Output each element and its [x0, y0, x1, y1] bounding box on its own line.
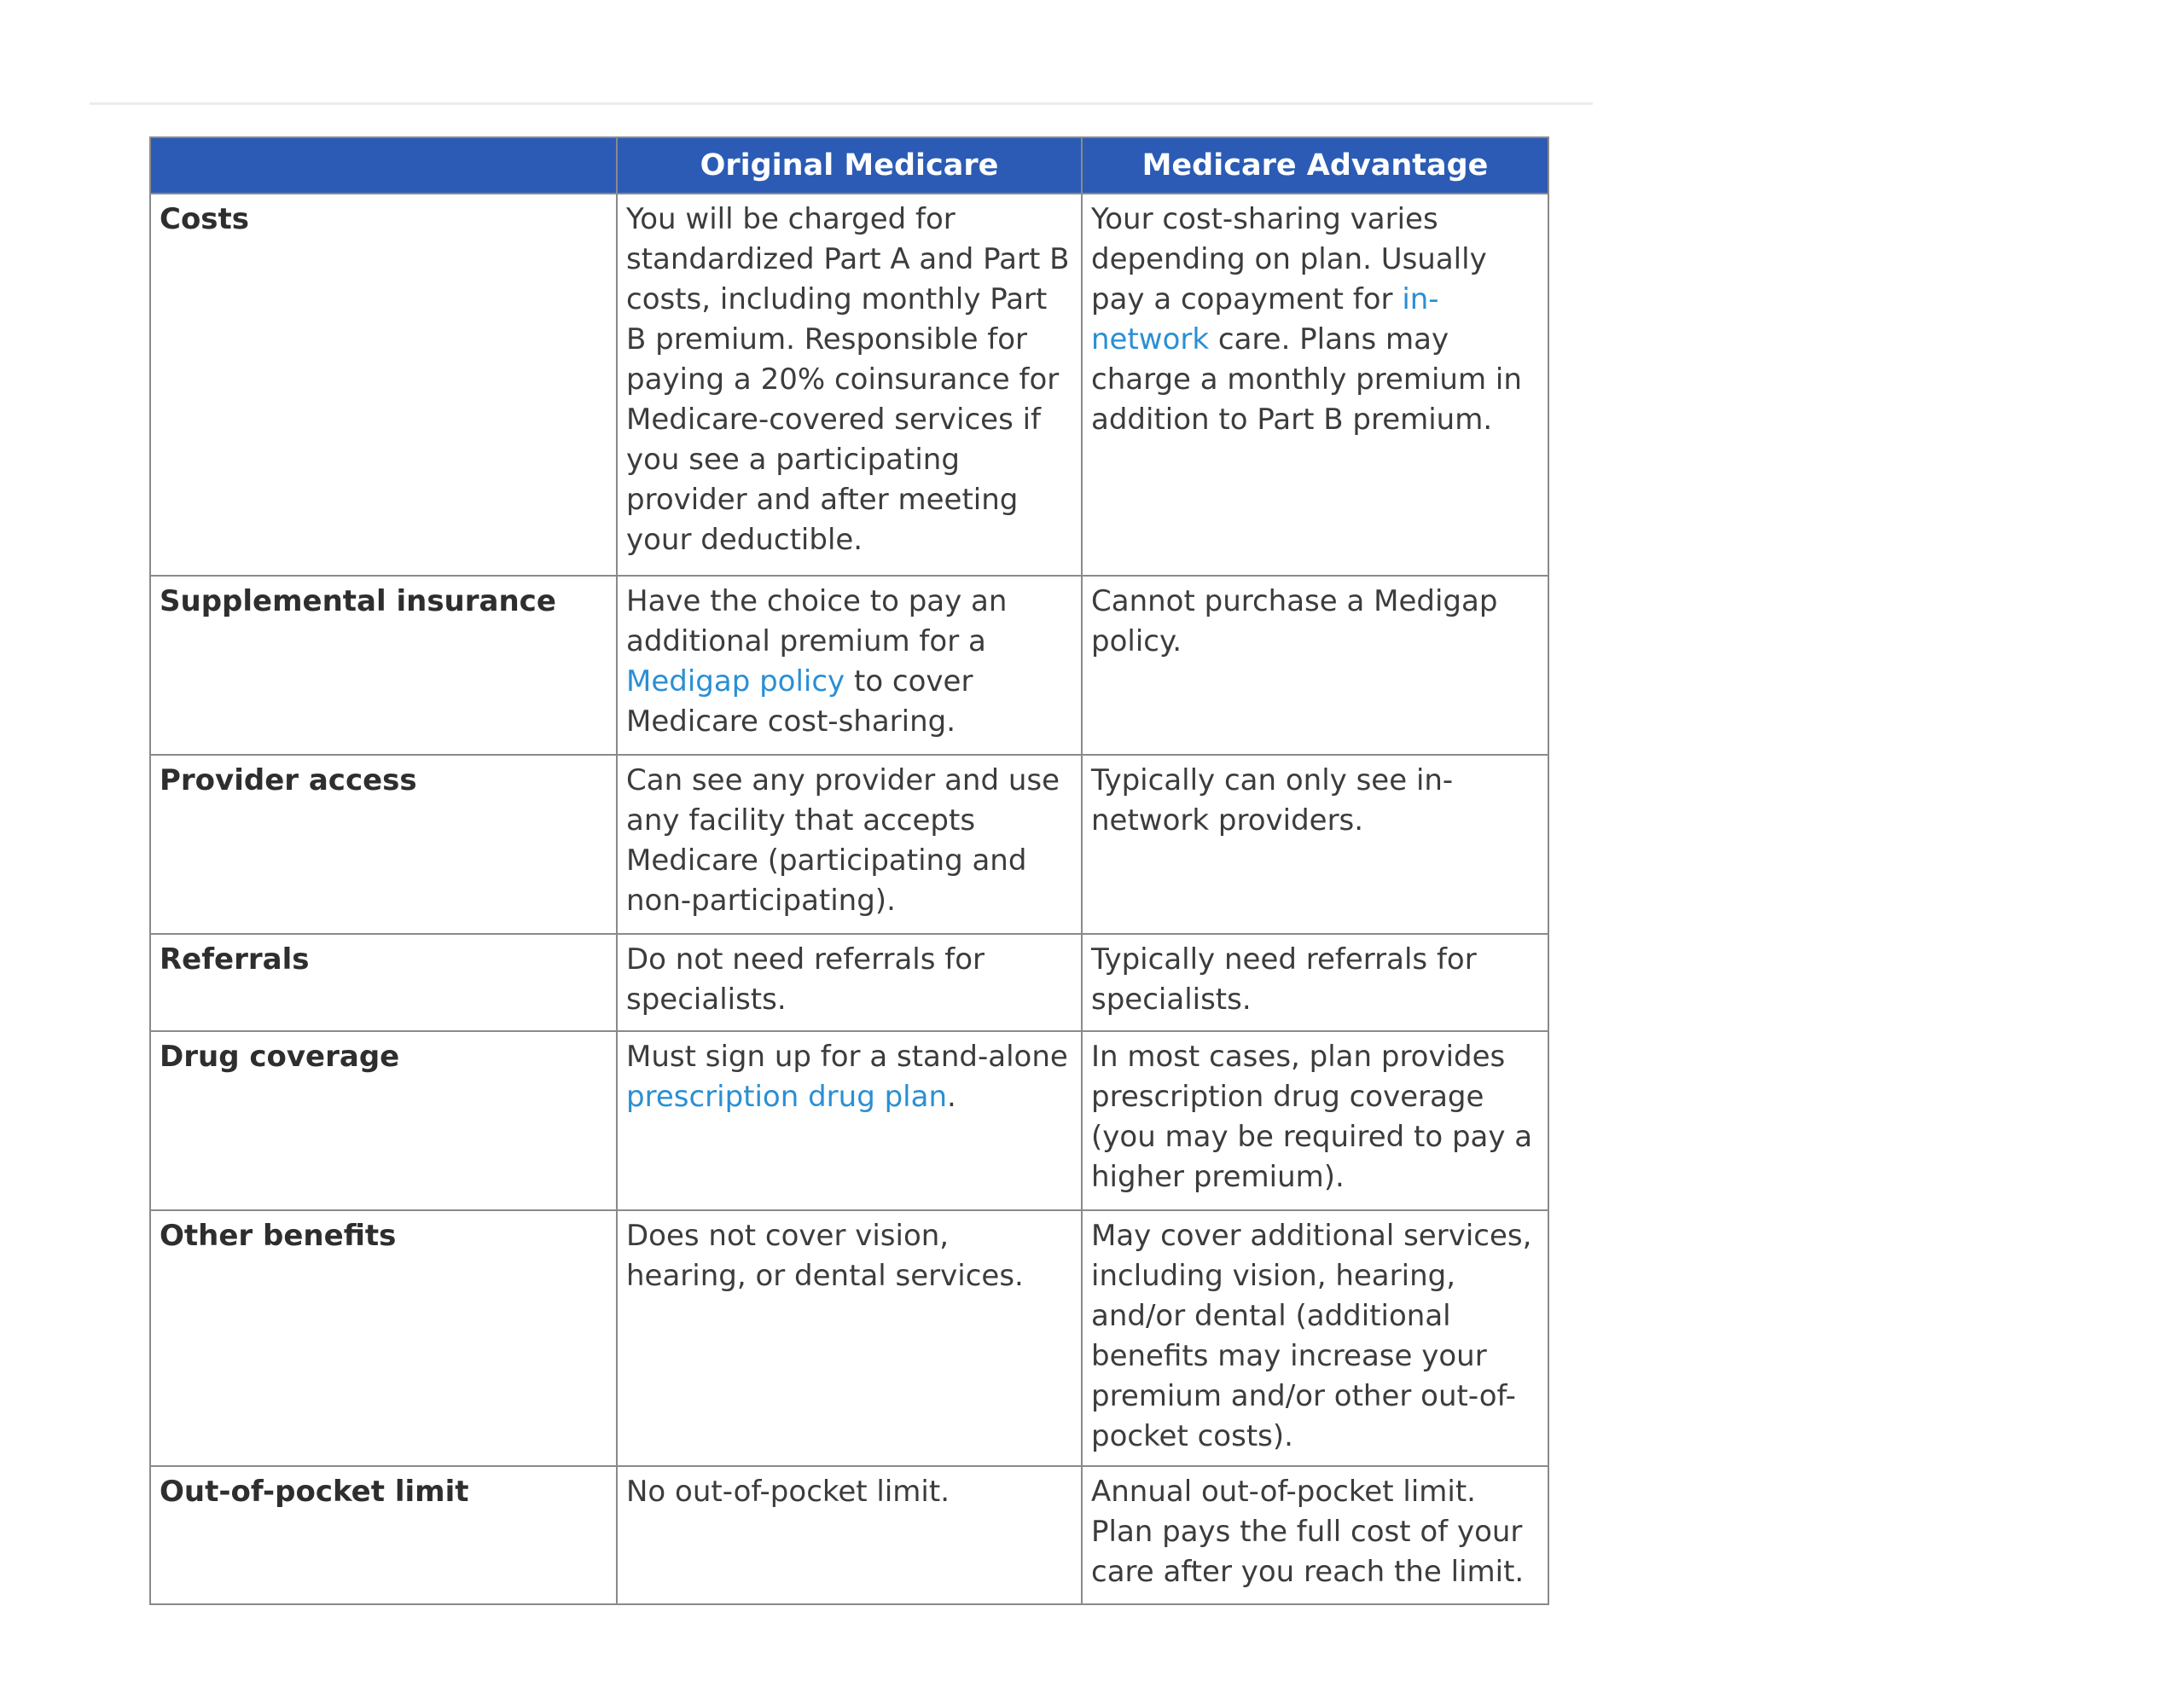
- table-row-drug-coverage: [150, 1031, 1548, 1210]
- table-row-costs: [150, 194, 1548, 576]
- medicare-advantage-costs: [1082, 194, 1548, 576]
- medigap-policy-link[interactable]: Medigap policy: [626, 664, 845, 699]
- medicare-advantage-referrals: Typically need referrals for specialists.: [1082, 934, 1548, 1031]
- row-label-costs: Costs: [150, 194, 617, 576]
- medicare-advantage-supplemental: Cannot purchase a Medigap policy.: [1082, 576, 1548, 755]
- in-network-link[interactable]: in-network: [1091, 282, 1439, 357]
- prescription-drug-plan-link[interactable]: prescription drug plan: [626, 1080, 947, 1114]
- table-row-supplemental-insurance: [150, 576, 1548, 755]
- text-segment: care. Plans may charge a monthly premium in addition to Part B premium.: [1091, 322, 1522, 437]
- text-segment: Have the choice to pay an additional premium for a: [626, 584, 1008, 658]
- table-row-provider-access: [150, 755, 1548, 934]
- original-medicare-drug-coverage: [617, 1031, 1082, 1210]
- row-label-referrals: Referrals: [150, 934, 617, 1031]
- original-medicare-provider-access: Can see any provider and use any facility that accepts Medicare (participating and non-participating).: [617, 755, 1082, 934]
- header-blank-cell: [150, 137, 617, 194]
- table-row-referrals: [150, 934, 1548, 1031]
- medicare-advantage-drug-coverage: In most cases, plan provides prescription drug coverage (you may be required to pay a higher premium).: [1082, 1031, 1548, 1210]
- original-medicare-referrals: Do not need referrals for specialists.: [617, 934, 1082, 1031]
- original-medicare-out-of-pocket: No out-of-pocket limit.: [617, 1466, 1082, 1604]
- medicare-advantage-out-of-pocket: Annual out-of-pocket limit. Plan pays the full cost of your care after you reach the limit.: [1082, 1466, 1548, 1604]
- text-segment: Your cost-sharing varies depending on plan. Usually pay a copayment for: [1091, 202, 1487, 316]
- original-medicare-supplemental: [617, 576, 1082, 755]
- row-label-provider-access: Provider access: [150, 755, 617, 934]
- original-medicare-costs: You will be charged for standardized Part A and Part B costs, including monthly Part B premium. Responsible for paying a 20% coinsurance for Medicare-covered services if you see a participating provider and after meeting your deductible.: [617, 194, 1082, 576]
- original-medicare-other-benefits: Does not cover vision, hearing, or dental services.: [617, 1210, 1082, 1466]
- row-label-drug-coverage: Drug coverage: [150, 1031, 617, 1210]
- table-header-row: [150, 137, 1548, 194]
- text-segment: Must sign up for a stand-alone: [626, 1040, 1068, 1074]
- table-row-other-benefits: [150, 1210, 1548, 1466]
- table-row-out-of-pocket-limit: [150, 1466, 1548, 1604]
- top-divider: [90, 102, 1593, 105]
- header-medicare-advantage: Medicare Advantage: [1082, 137, 1548, 194]
- medicare-advantage-other-benefits: May cover additional services, including vision, hearing, and/or dental (additional benefits may increase your premium and/or other out-of-pocket costs).: [1082, 1210, 1548, 1466]
- medicare-comparison-table: [149, 136, 1549, 1605]
- header-original-medicare: Original Medicare: [617, 137, 1082, 194]
- text-segment: .: [947, 1080, 956, 1114]
- row-label-other-benefits: Other benefits: [150, 1210, 617, 1466]
- medicare-advantage-provider-access: Typically can only see in-network providers.: [1082, 755, 1548, 934]
- row-label-supplemental-insurance: Supplemental insurance: [150, 576, 617, 755]
- row-label-out-of-pocket-limit: Out-of-pocket limit: [150, 1466, 617, 1604]
- text-segment: to cover Medicare cost-sharing.: [626, 664, 973, 739]
